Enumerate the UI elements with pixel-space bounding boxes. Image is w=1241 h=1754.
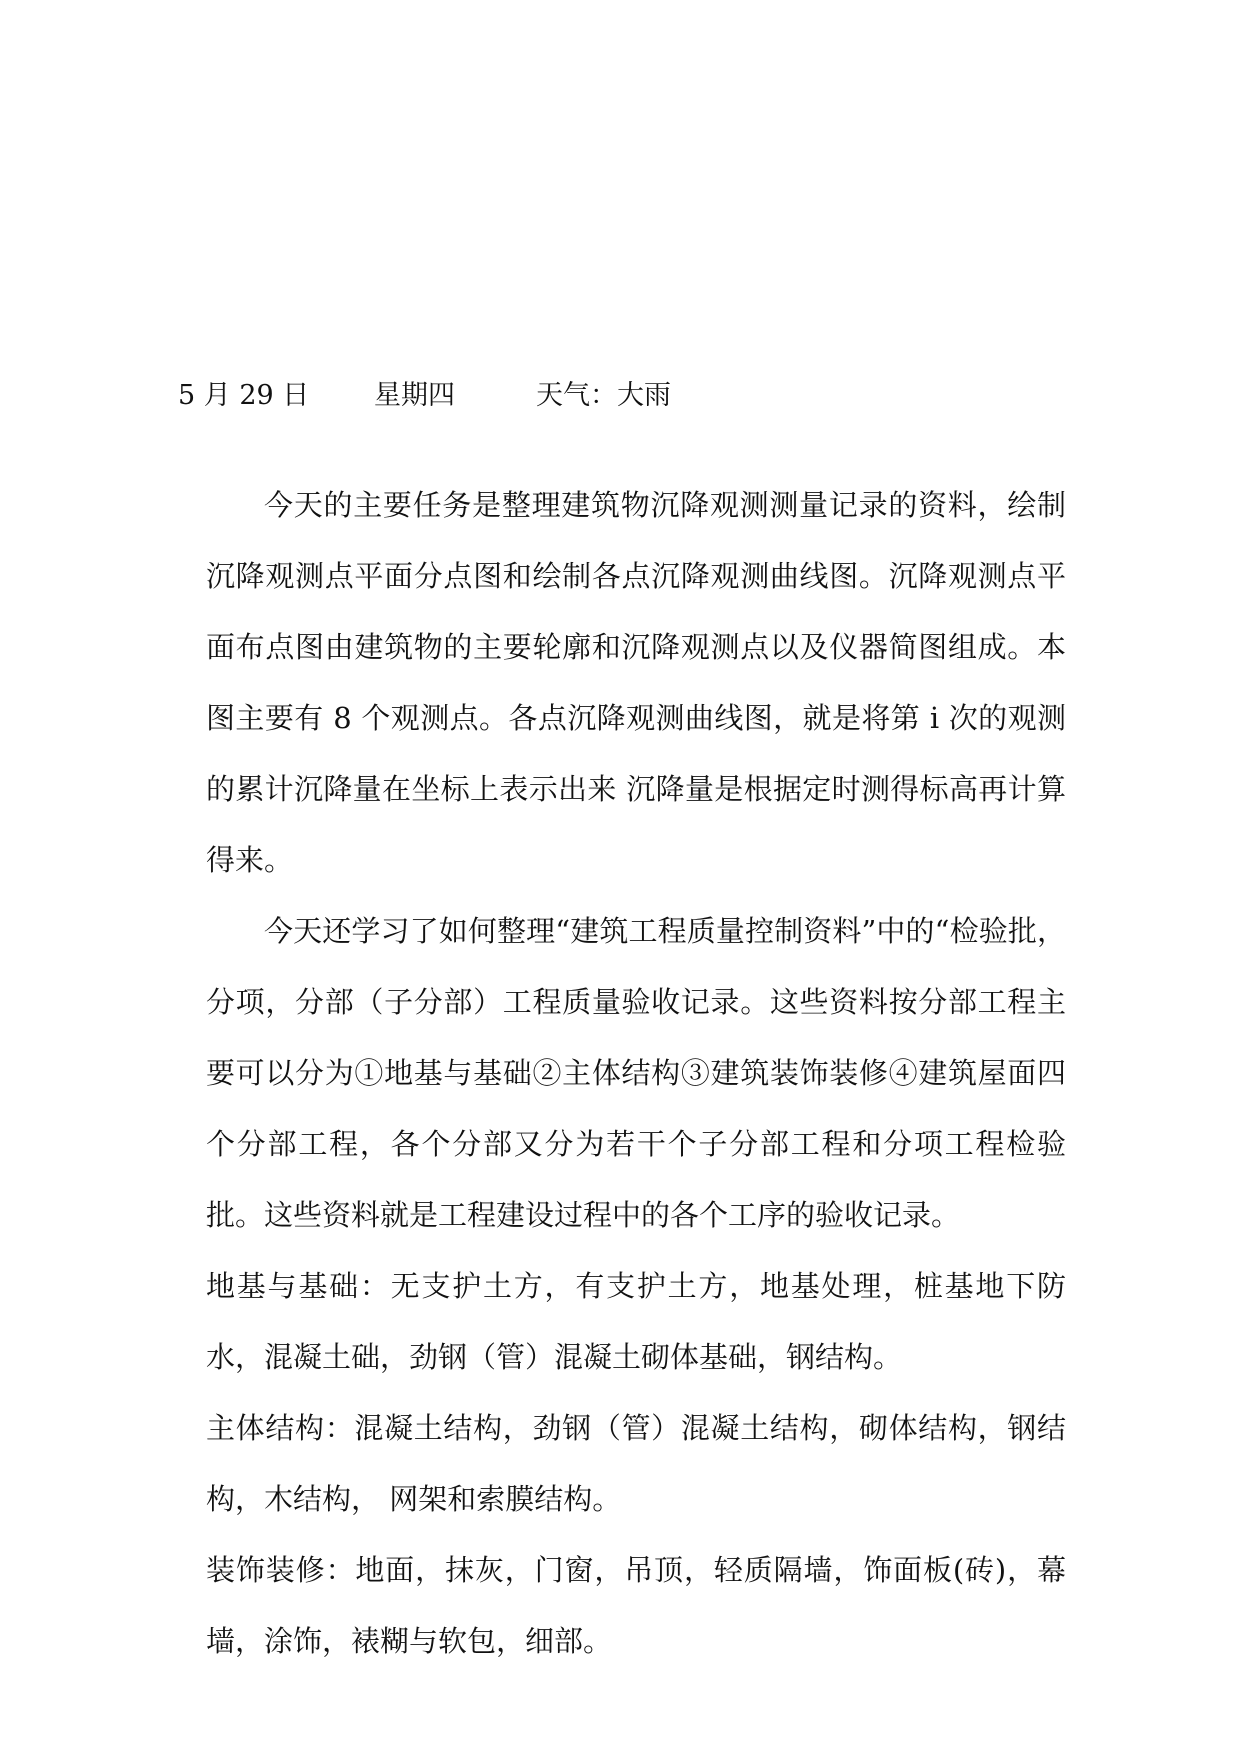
section-foundation: 地基与基础：无支护土方，有支护土方，地基处理，桩基地下防水，混凝土础，劲钢（管）混凝土砌体基础，钢结构。 [206, 1269, 1066, 1374]
paragraph-settlement: 今天的主要任务是整理建筑物沉降观测测量记录的资料，绘制沉降观测点平面分点图和绘制各点沉降观测曲线图。沉降观测点平面布点图由建筑物的主要轮廓和沉降观测点以及仪器简图组成。本图主要有 8 个观测点。各点沉降观测曲线图，就是将第 i 次的观测的累计沉降量在坐标上表示出来 沉降量是根据定时测得标高再计算得来。 [206, 488, 1066, 877]
entry-date: 5 月 29 日 [178, 380, 310, 411]
document-body [206, 470, 1066, 1677]
section-main-structure: 主体结构：混凝土结构，劲钢（管）混凝土结构，砌体结构，钢结构，木结构， 网架和索膜结构。 [206, 1411, 1066, 1516]
paragraph-quality-control: 今天还学习了如何整理“建筑工程质量控制资料”中的“检验批，分项，分部（子分部）工程质量验收记录。这些资料按分部工程主要可以分为①地基与基础②主体结构③建筑装饰装修④建筑屋面四个分部工程，各个分部又分为若干个子分部工程和分项工程检验批。这些资料就是工程建设过程中的各个工序的验收记录。 [206, 914, 1066, 1232]
entry-weekday: 星期四 [374, 380, 455, 411]
section-decoration: 装饰装修：地面，抹灰，门窗，吊顶，轻质隔墙，饰面板(砖)，幕墙，涂饰，裱糊与软包，细部。 [206, 1553, 1066, 1658]
entry-weather: 天气：大雨 [536, 380, 671, 411]
